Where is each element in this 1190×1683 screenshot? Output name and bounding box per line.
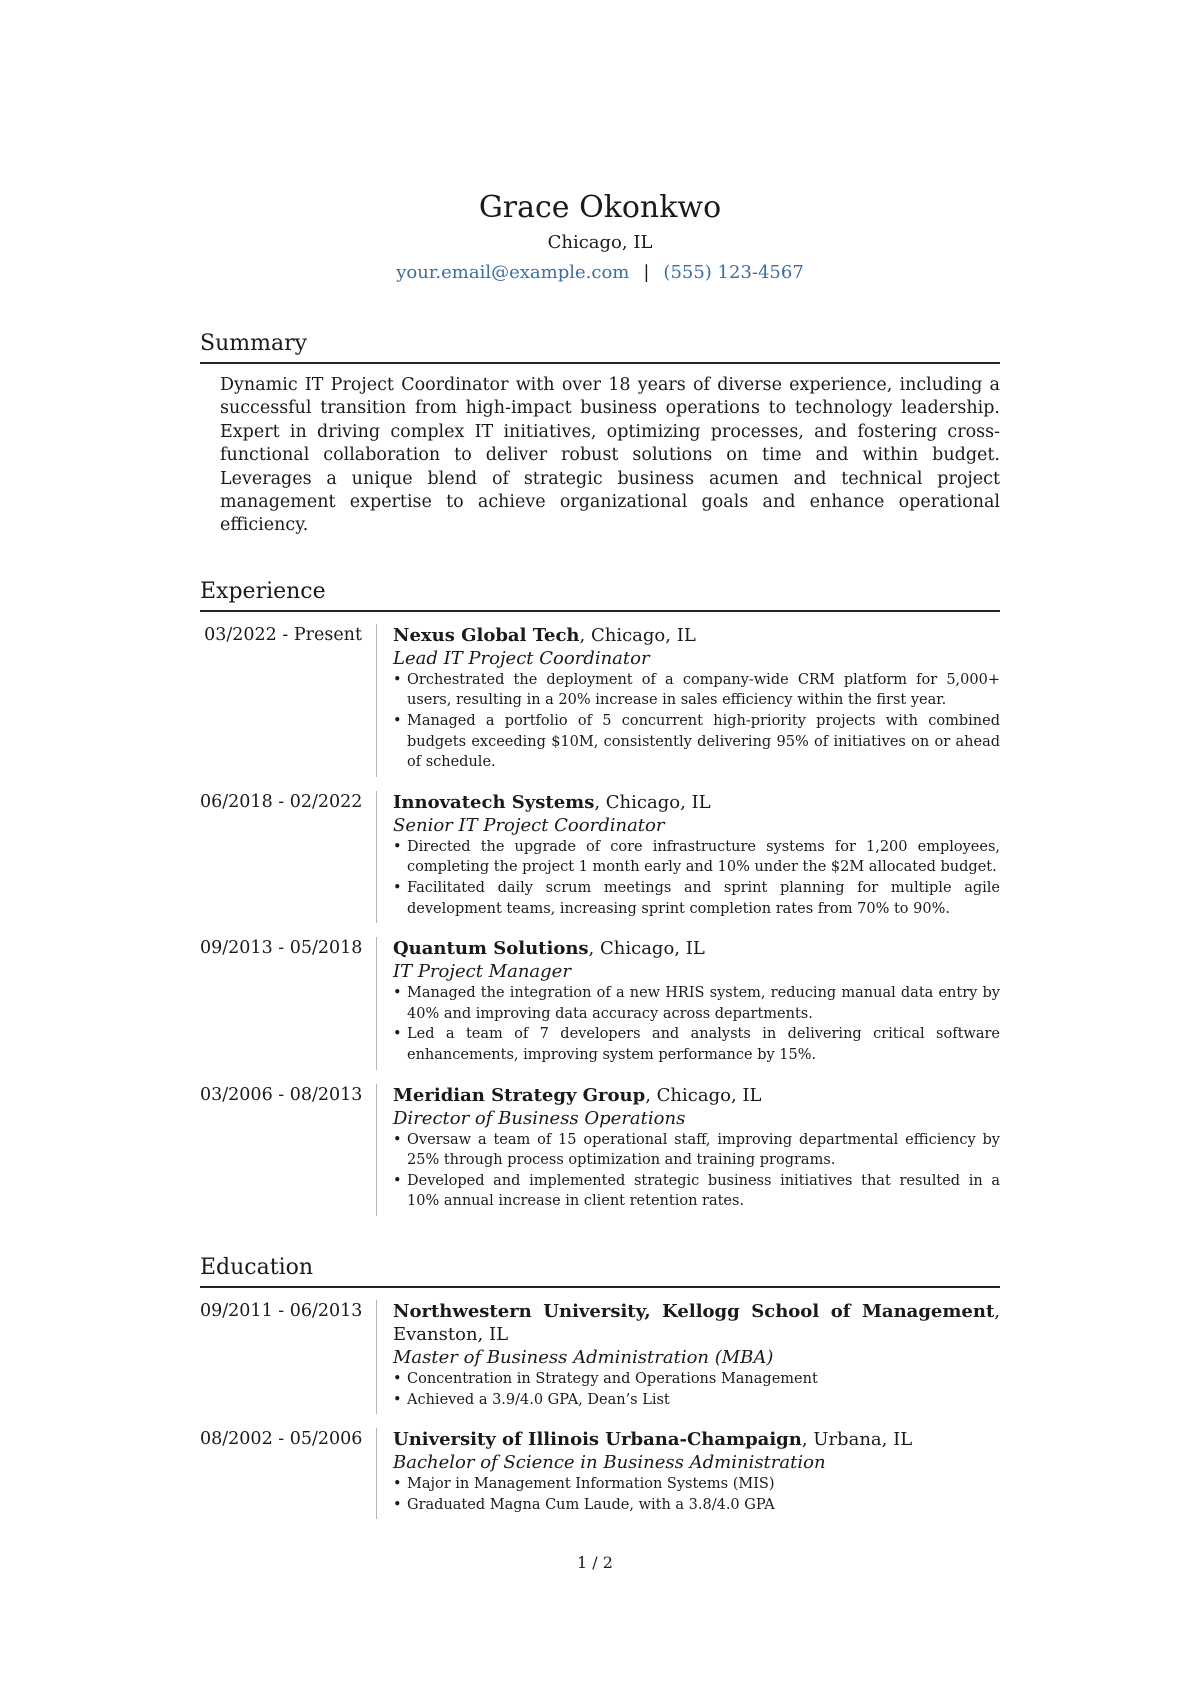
list-item: • Graduated Magna Cum Laude, with a 3.8/4.0 GPA xyxy=(393,1495,1000,1516)
list-item: • Led a team of 7 developers and analysts in delivering critical software enhancements, improving system performance by 15%. xyxy=(393,1024,1000,1065)
list-item: • Orchestrated the deployment of a company-wide CRM platform for 5,000+ users, resulting in a 20% increase in sales efficiency within the first year. xyxy=(393,670,1000,711)
entry-body xyxy=(376,937,1000,1069)
entry-role: IT Project Manager xyxy=(393,961,571,983)
entry-org: Innovatech Systems xyxy=(393,791,595,813)
summary-title: Summary xyxy=(200,331,308,356)
entry-place: , Urbana, IL xyxy=(801,1429,913,1451)
entry-place: , Chicago, IL xyxy=(645,1084,762,1106)
entry-body xyxy=(376,791,1000,923)
list-item: • Major in Management Information Systems (MIS) xyxy=(393,1474,1000,1495)
entry-role: Director of Business Operations xyxy=(393,1107,686,1129)
education-title: Education xyxy=(200,1254,314,1280)
summary-text: Dynamic IT Project Coordinator with over 18 years of diverse experience, including a successful transition from high-impact business operations to technology leadership. Expert in driving complex IT initiatives, optimizing processes, and fostering cross-functional collaboration to deliver robust solutions on time and within budget. Leverages a unique blend of strategic business acumen and technical project management expertise to achieve organizational goals and enhance operational efficiency. xyxy=(220,375,1000,536)
entry-date: 03/2022 - Present xyxy=(204,624,362,645)
entry-org: Northwestern University, Kellogg School of Management xyxy=(393,1300,995,1322)
experience-section xyxy=(200,578,1000,1216)
list-item: • Facilitated daily scrum meetings and sprint planning for multiple agile development teams, increasing sprint completion rates from 70% to 90%. xyxy=(393,878,1000,919)
entry-place: , Chicago, IL xyxy=(588,938,705,960)
entry-body xyxy=(376,1084,1000,1216)
experience-entry xyxy=(200,1084,1000,1216)
entry-bullets xyxy=(393,1369,1000,1410)
entry-role: Senior IT Project Coordinator xyxy=(393,814,665,836)
entry-org-line xyxy=(393,937,1000,960)
experience-entry xyxy=(200,791,1000,923)
entry-org-line xyxy=(393,1428,1000,1451)
entry-body xyxy=(376,1300,1000,1414)
entry-org-line xyxy=(393,791,1000,814)
phone-link[interactable]: (555) 123-4567 xyxy=(663,262,804,283)
education-entry xyxy=(200,1300,1000,1414)
entry-org: Nexus Global Tech xyxy=(393,624,580,646)
candidate-location: Chicago, IL xyxy=(547,232,653,253)
section-divider xyxy=(200,362,1000,364)
entry-role: Lead IT Project Coordinator xyxy=(393,647,650,669)
entry-bullets xyxy=(393,1474,1000,1515)
entry-date: 09/2011 - 06/2013 xyxy=(200,1300,363,1321)
list-item: • Achieved a 3.9/4.0 GPA, Dean’s List xyxy=(393,1390,1000,1411)
education-entry xyxy=(200,1428,1000,1519)
list-item: • Managed a portfolio of 5 concurrent high-priority projects with combined budgets exceeding $10M, consistently delivering 95% of initiatives on or ahead of schedule. xyxy=(393,711,1000,773)
candidate-name: Grace Okonkwo xyxy=(478,190,722,225)
entry-org: University of Illinois Urbana-Champaign xyxy=(393,1429,802,1451)
page-number: 1 / 2 xyxy=(577,1553,613,1572)
summary-section xyxy=(200,330,1000,538)
resume-page xyxy=(200,0,1000,1519)
entry-org: Meridian Strategy Group xyxy=(393,1084,646,1106)
entry-place: , Chicago, IL xyxy=(579,624,696,646)
entry-date: 09/2013 - 05/2018 xyxy=(200,938,363,959)
entry-body xyxy=(376,1428,1000,1519)
section-divider xyxy=(200,610,1000,612)
entry-org-line xyxy=(393,1300,1000,1346)
entry-role: Bachelor of Science in Business Administration xyxy=(393,1452,826,1474)
entry-role: Master of Business Administration (MBA) xyxy=(393,1346,774,1368)
experience-entry xyxy=(200,937,1000,1069)
experience-title: Experience xyxy=(200,578,326,604)
experience-entry xyxy=(200,624,1000,777)
section-divider xyxy=(200,1286,1000,1288)
entry-bullets xyxy=(393,1130,1000,1212)
entry-place: , Chicago, IL xyxy=(594,791,711,813)
list-item: • Managed the integration of a new HRIS system, reducing manual data entry by 40% and improving data accuracy across departments. xyxy=(393,983,1000,1024)
entry-date: 06/2018 - 02/2022 xyxy=(200,791,363,812)
contact-separator: | xyxy=(643,262,650,283)
contact-line xyxy=(200,260,1000,286)
entry-bullets xyxy=(393,670,1000,773)
entry-org-line xyxy=(393,1084,1000,1107)
entry-place: , Evanston, IL xyxy=(393,1300,1000,1345)
entry-date: 03/2006 - 08/2013 xyxy=(200,1084,363,1105)
entry-bullets xyxy=(393,983,1000,1065)
entry-date: 08/2002 - 05/2006 xyxy=(200,1429,363,1450)
list-item: • Oversaw a team of 15 operational staff, improving departmental efficiency by 25% through process optimization and training programs. xyxy=(393,1130,1000,1171)
entry-bullets xyxy=(393,837,1000,919)
email-link[interactable]: your.email@example.com xyxy=(396,262,630,283)
list-item: • Concentration in Strategy and Operations Management xyxy=(393,1369,1000,1390)
entry-body xyxy=(376,624,1000,777)
education-section xyxy=(200,1254,1000,1519)
resume-header xyxy=(200,190,1000,286)
entry-org: Quantum Solutions xyxy=(393,938,589,960)
entry-org-line xyxy=(393,624,1000,647)
list-item: • Developed and implemented strategic business initiatives that resulted in a 10% annual increase in client retention rates. xyxy=(393,1171,1000,1212)
list-item: • Directed the upgrade of core infrastructure systems for 1,200 employees, completing the project 1 month early and 10% under the $2M allocated budget. xyxy=(393,837,1000,878)
